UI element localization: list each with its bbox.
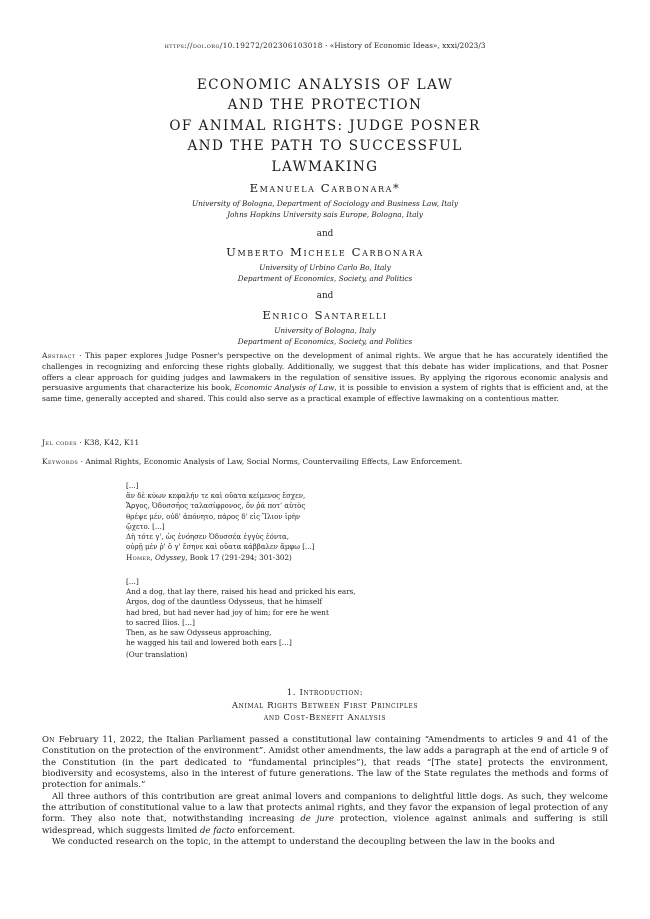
affiliation-line: Johns Hopkins University sais Europe, Bologna, Italy bbox=[227, 209, 423, 219]
jel-values: K38, K42, K11 bbox=[84, 438, 140, 447]
title-line: LAWMAKING bbox=[271, 158, 379, 175]
affiliation-line: Department of Economics, Society, and Politics bbox=[237, 336, 413, 346]
journal-info: · «History of Economic Ideas», xxxi/2023/3 bbox=[322, 41, 486, 50]
translation-note: (Our translation) bbox=[126, 650, 188, 660]
section-heading bbox=[0, 687, 650, 725]
verse-line: And a dog, that lay there, raised his head and pricked his ears, bbox=[126, 587, 356, 597]
separator: , bbox=[150, 553, 155, 563]
author-name: Umberto Michele Carbonara bbox=[226, 245, 424, 259]
author-affiliation bbox=[0, 326, 650, 347]
verse-line: Δὴ τότε γ', ὡς ἐνόησεν Ὀδυσσέα ἐγγὺς ἐόντα, bbox=[126, 533, 289, 542]
jel-codes bbox=[42, 438, 139, 447]
jel-label: Jel codes bbox=[42, 438, 77, 447]
keywords-label: Keywords bbox=[42, 457, 79, 466]
author-affiliation bbox=[0, 199, 650, 220]
separator: · bbox=[76, 438, 85, 447]
title-line: AND THE PATH TO SUCCESSFUL bbox=[187, 138, 463, 155]
affiliation-line: University of Urbino Carlo Bo, Italy bbox=[259, 263, 391, 272]
affiliation-line: Department of Economics, Society, and Politics bbox=[237, 273, 413, 283]
affiliation-line: University of Bologna, Department of Sociology and Business Law, Italy bbox=[192, 199, 458, 208]
verse-line: οὐρῇ μέν ῥ' ὅ γ' ἔσηνε καὶ οὔατα κάββαλεν ἄμφω […] bbox=[126, 543, 315, 552]
section-number: 1. Introduction: bbox=[286, 688, 364, 698]
keywords bbox=[42, 457, 462, 466]
and-separator: and bbox=[316, 229, 334, 239]
abstract-text: This paper explores Judge Posner's perspective on the development of animal rights. We argue that he has accurately identified the challenges in recognizing and enforcing these rights globally. Additionally, we suggest that this debate has wider implications, and that Posner offers a clear approach for guiding judges and lawmakers in the regulation of sensitive issues. By applying the rigorous economic analysis and persuasive arguments that characterize his book, bbox=[42, 351, 608, 393]
verse-line: […] bbox=[126, 482, 139, 490]
verse-line: to sacred Ilios. […] bbox=[126, 617, 195, 627]
verse-line: Ἄργος, Ὀδυσσῆος ταλασίφρονος, ὅν ῥά ποτ' αὐτὸς bbox=[126, 502, 306, 511]
author-name: Enrico Santarelli bbox=[262, 308, 388, 322]
epigraph-english bbox=[126, 577, 356, 661]
latin-term: de facto bbox=[199, 825, 235, 836]
author-affiliation bbox=[0, 263, 650, 284]
paragraph-text: enforcement. bbox=[234, 825, 296, 836]
title-line: AND THE PROTECTION bbox=[227, 97, 423, 114]
cite-work: Odyssey bbox=[154, 553, 186, 563]
cite-author: Homer bbox=[126, 553, 151, 563]
title-line: OF ANIMAL RIGHTS: JUDGE POSNER bbox=[169, 117, 481, 134]
paragraph-text: protection, violence against animals and suffering is still widespread, which suggests limited bbox=[42, 814, 608, 836]
abstract-text: , it is possible to envision a system of rights that is efficient and, at the same time, generally accepted and shared. This could also serve as a practical example of effective lawmaking on a contentious matter. bbox=[42, 383, 609, 404]
book-title: Economic Analysis of Law bbox=[234, 383, 335, 393]
verse-line: […] bbox=[126, 577, 139, 586]
body-text bbox=[42, 735, 608, 848]
verse-line: Then, as he saw Odysseus approaching, bbox=[126, 628, 272, 638]
latin-term: de jure bbox=[300, 814, 335, 825]
verse-line: Argos, dog of the dauntless Odysseus, that he himself bbox=[126, 597, 323, 607]
cite-reference: , Book 17 (291-294; 301-302) bbox=[185, 553, 292, 563]
section-title-line: and Cost-Benefit Analysis bbox=[263, 713, 387, 724]
paragraph bbox=[42, 792, 608, 837]
paper-title bbox=[0, 75, 650, 177]
doi-id: 10.19272/202306103018 bbox=[222, 41, 323, 50]
paragraph-text: All three authors of this contribution are great animal lovers and companions to delightful little dogs. As such, they welcome the attribution of constitutional value to a law that protects animal rights, and they favor the expansion of legal protection of any form. They also note that, notwithstanding increasing bbox=[42, 791, 608, 825]
section-title-line: Animal Rights Between First Principles bbox=[231, 700, 419, 711]
doi-prefix: https://doi.org/ bbox=[164, 41, 223, 50]
epigraph-greek bbox=[126, 481, 315, 564]
affiliation-line: University of Bologna, Italy bbox=[274, 326, 376, 335]
paragraph-text: We conducted research on the topic, in the attempt to understand the decoupling between the law in the books and bbox=[52, 837, 555, 848]
doi-header bbox=[0, 41, 650, 50]
separator: · bbox=[78, 457, 86, 466]
abstract-label: Abstract bbox=[42, 351, 76, 360]
doi-link[interactable] bbox=[164, 41, 322, 50]
verse-line: θρέψε μέν, οὐδ' ἀπόνητο, πάρος δ' εἰς Ἴλιον ἱρὴν bbox=[126, 512, 301, 521]
and-separator: and bbox=[316, 291, 334, 301]
abstract bbox=[42, 351, 608, 405]
paragraph-text: February 11, 2022, the Italian Parliament passed a constitutional law containing “Amendments to articles 9 and 41 of the Constitution on the protection of the environment”. Amidst other amendments, the law adds a paragraph at the end of article 9 of the Constitution (in the part dedicated to “fundamental principles”), that reads “[The state] protects the environment, biodiversity and ecosystems, also in the interest of future generations. The law of the State regulates the methods and forms of protection for animals.” bbox=[42, 735, 608, 791]
epigraph-citation bbox=[126, 553, 315, 563]
verse-line: ἂν δὲ κύων κεφαλήν τε καὶ οὔατα κείμενος ἔσχεν, bbox=[126, 492, 306, 501]
paragraph bbox=[42, 837, 608, 848]
separator: · bbox=[75, 351, 85, 360]
paragraph bbox=[42, 735, 608, 792]
author-name: Emanuela Carbonara* bbox=[249, 181, 401, 195]
lead-word: On bbox=[42, 735, 55, 745]
verse-line: ᾤχετο. […] bbox=[126, 522, 165, 531]
title-line: ECONOMIC ANALYSIS OF LAW bbox=[196, 77, 454, 93]
verse-line: he wagged his tail and lowered both ears […] bbox=[126, 638, 292, 648]
keywords-text: Animal Rights, Economic Analysis of Law, Social Norms, Countervailing Effects, Law Enforcement. bbox=[85, 457, 463, 466]
verse-line: had bred, but had never had joy of him; for ere he went bbox=[126, 607, 329, 617]
